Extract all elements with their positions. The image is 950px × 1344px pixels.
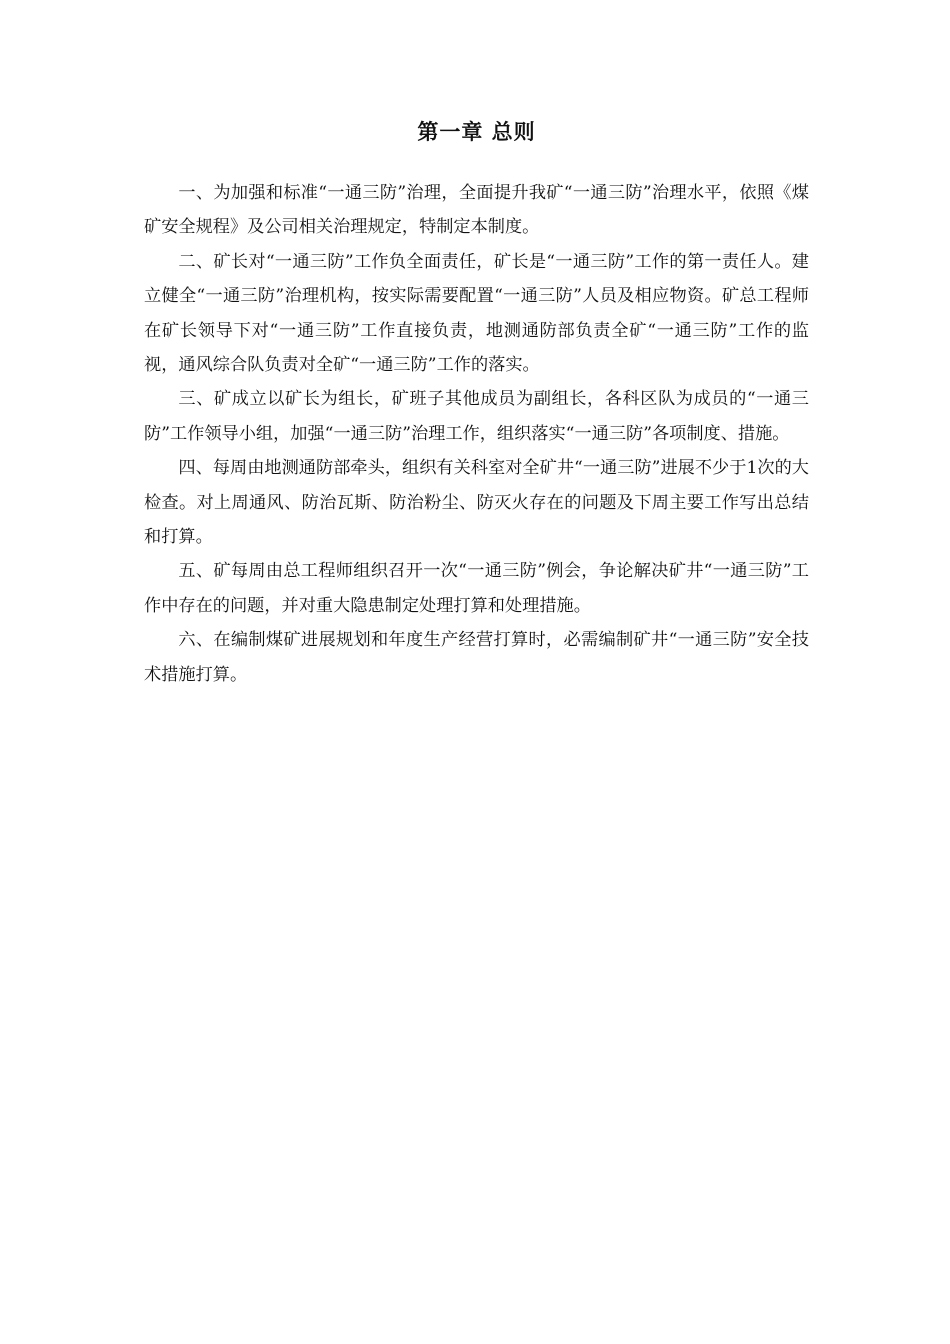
- paragraph-6: 六、在编制煤矿进展规划和年度生产经营打算时，必需编制矿井“一通三防”安全技术措施打算。: [144, 630, 809, 685]
- document-body: [144, 114, 809, 692]
- paragraph-3: 三、矿成立以矿长为组长，矿班子其他成员为副组长，各科区队为成员的“一通三防”工作领导小组，加强“一通三防”治理工作，组织落实“一通三防”各项制度、措施。: [144, 389, 809, 444]
- paragraph-4: 四、每周由地测通防部牵头，组织有关科室对全矿井“一通三防”进展不少于1次的大检查。对上周通风、防治瓦斯、防治粉尘、防灭火存在的问题及下周主要工作写出总结和打算。: [144, 458, 809, 548]
- paragraph-2: 二、矿长对“一通三防”工作负全面责任，矿长是“一通三防”工作的第一责任人。建立健全“一通三防”治理机构，按实际需要配置“一通三防”人员及相应物资。矿总工程师在矿长领导下对“一通三防”工作直接负责，地测通防部负责全矿“一通三防”工作的监视，通风综合队负责对全矿“一通三防”工作的落实。: [144, 251, 809, 376]
- paragraph-5: 五、矿每周由总工程师组织召开一次“一通三防”例会，争论解决矿井“一通三防”工作中存在的问题，并对重大隐患制定处理打算和处理措施。: [144, 561, 809, 616]
- chapter-title: 第一章 总则: [417, 120, 536, 144]
- paragraph-1: 一、为加强和标准“一通三防”治理，全面提升我矿“一通三防”治理水平，依照《煤矿安全规程》及公司相关治理规定，特制定本制度。: [144, 183, 809, 238]
